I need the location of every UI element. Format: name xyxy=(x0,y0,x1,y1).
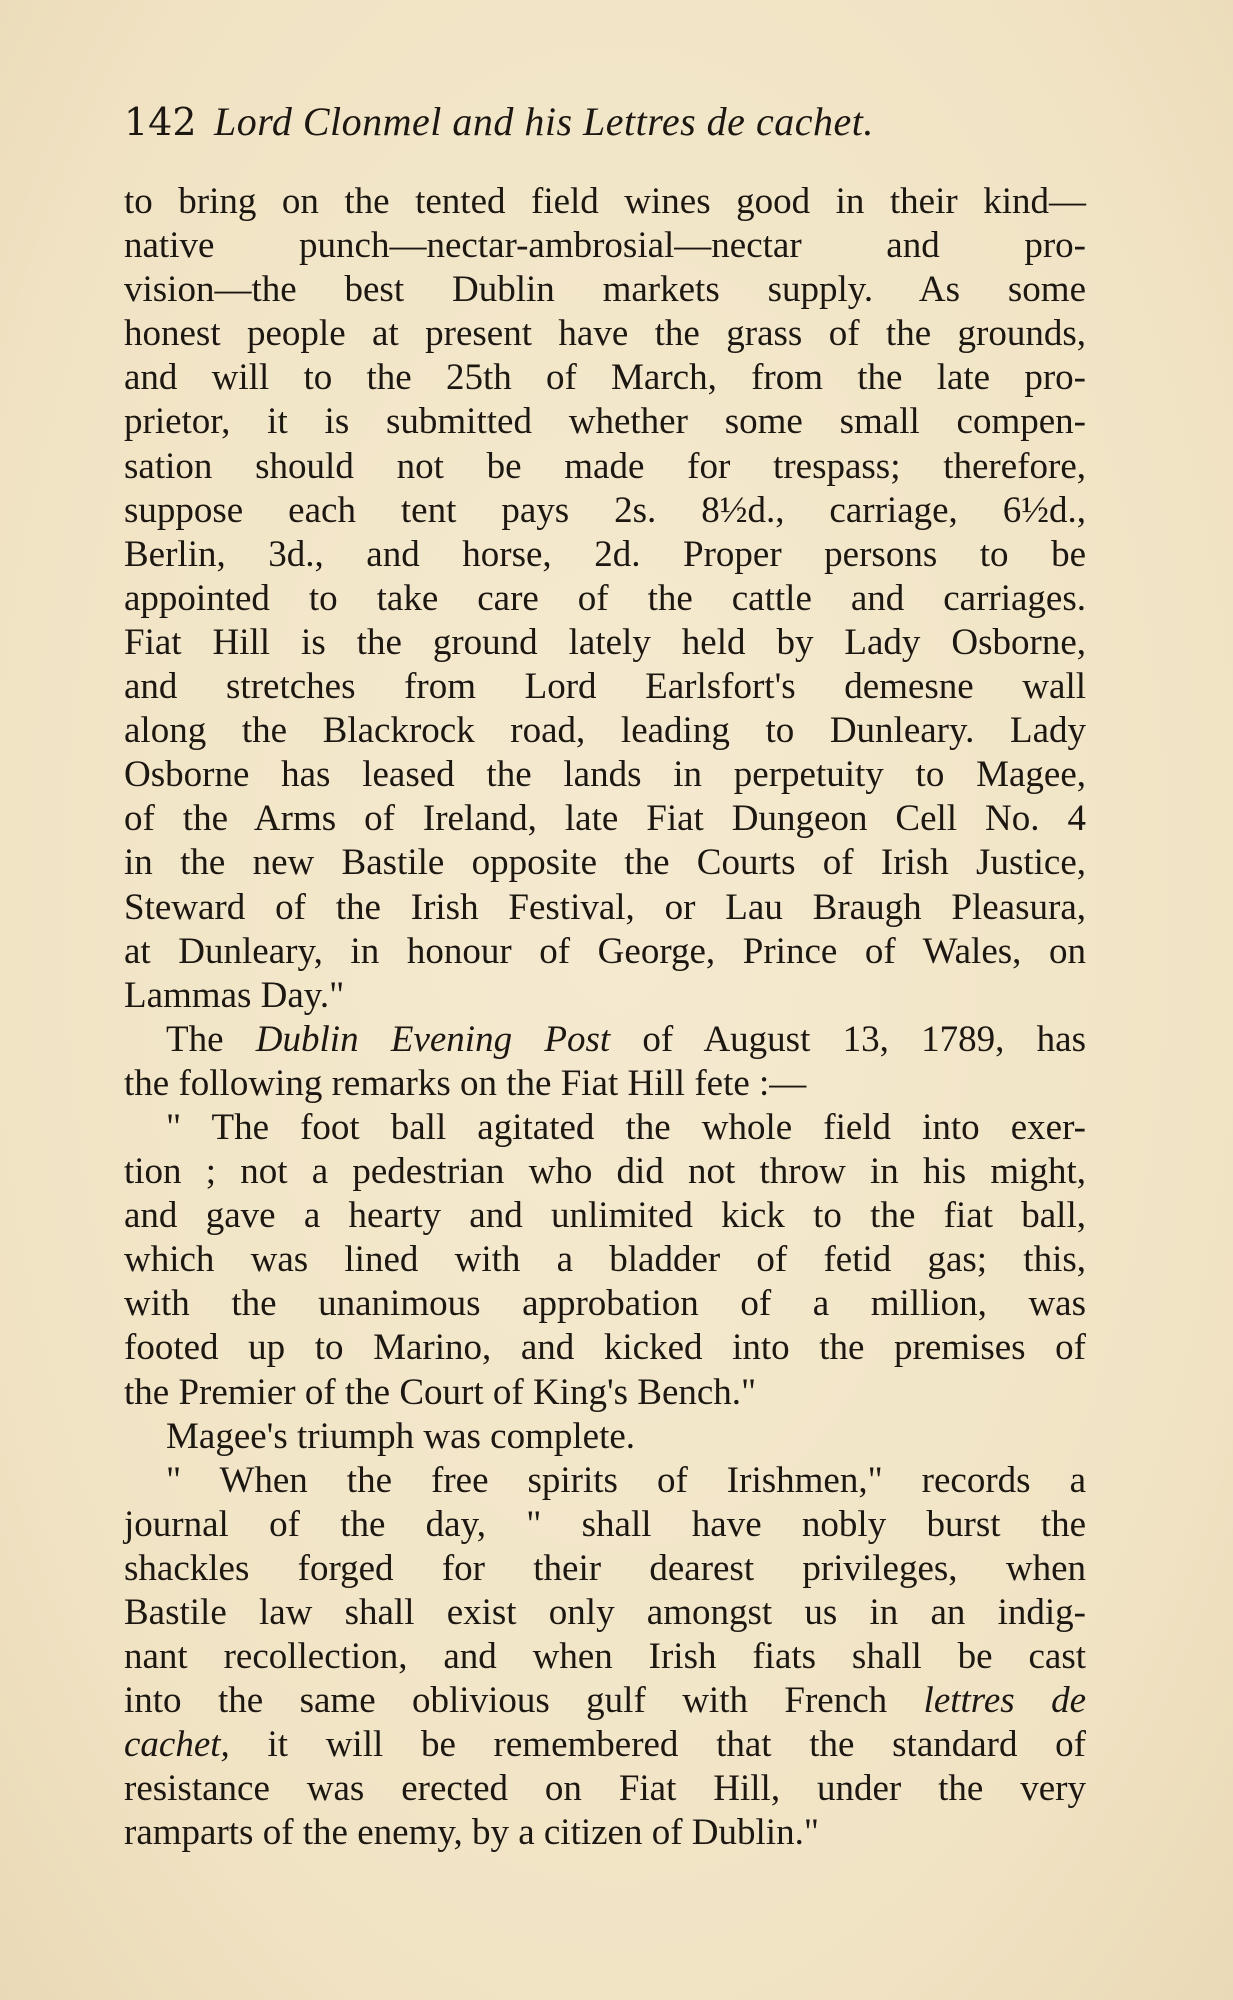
page-number: 142 xyxy=(124,100,197,144)
text-line: tion ; not a pedestrian who did not throw in his might, xyxy=(124,1151,1086,1193)
text-line: footed up to Marino, and kicked into the premises of xyxy=(124,1327,1086,1369)
text-line: to bring on the tented field wines good in their kind— xyxy=(124,181,1086,222)
text-line: and stretches from Lord Earlsfort's demesne wall xyxy=(124,666,1086,708)
text-line: Berlin, 3d., and horse, 2d. Proper persons to be xyxy=(124,533,1086,575)
running-head xyxy=(124,92,1124,152)
text-line xyxy=(124,1018,1086,1062)
text-line: in the new Bastile opposite the Courts of Irish Justice, xyxy=(124,842,1086,884)
body-text xyxy=(124,180,1086,1856)
text-line: " When the free spirits of Irishmen," records a xyxy=(166,1459,1086,1501)
text-line xyxy=(124,1723,1086,1767)
text-line: " The foot ball agitated the whole field into exer- xyxy=(166,1106,1086,1148)
text-line: appointed to take care of the cattle and carriages. xyxy=(124,577,1086,619)
text-line xyxy=(124,1679,1086,1723)
running-title: Lord Clonmel and his Lettres de cachet. xyxy=(214,99,874,144)
text-line: Lammas Day." xyxy=(124,974,345,1016)
line-segment: of August 13, 1789, has xyxy=(610,1018,1086,1060)
text-line: Bastile law shall exist only amongst us in an indig- xyxy=(124,1592,1086,1633)
text-line: vision—the best Dublin markets supply. As some xyxy=(124,269,1086,311)
line-segment: into the same oblivious gulf with French xyxy=(124,1680,924,1722)
text-line: Magee's triumph was complete. xyxy=(166,1415,636,1457)
text-line: nant recollection, and when Irish fiats shall be cast xyxy=(124,1636,1086,1678)
text-line: sation should not be made for trespass; therefore, xyxy=(124,445,1086,487)
text-line: Steward of the Irish Festival, or Lau Braugh Pleasura, xyxy=(124,886,1086,928)
text-line: and will to the 25th of March, from the late pro- xyxy=(124,357,1086,399)
text-line: along the Blackrock road, leading to Dunleary. Lady xyxy=(124,710,1086,752)
text-line: at Dunleary, in honour of George, Prince of Wales, on xyxy=(124,930,1086,972)
text-line: and gave a hearty and unlimited kick to the fiat ball, xyxy=(124,1195,1086,1237)
text-line: shackles forged for their dearest privileges, when xyxy=(124,1547,1086,1589)
text-line: suppose each tent pays 2s. 8½d., carriage, 6½d., xyxy=(124,489,1086,531)
italic-phrase: lettres de xyxy=(923,1680,1086,1722)
text-line: with the unanimous approbation of a million, was xyxy=(124,1283,1086,1325)
text-line: the Premier of the Court of King's Bench." xyxy=(124,1371,757,1413)
text-line: the following remarks on the Fiat Hill fete :— xyxy=(124,1062,807,1104)
text-line: of the Arms of Ireland, late Fiat Dungeon Cell No. 4 xyxy=(124,798,1086,840)
text-line: ramparts of the enemy, by a citizen of Dublin." xyxy=(124,1812,819,1854)
text-line: resistance was erected on Fiat Hill, under the very xyxy=(124,1768,1086,1810)
line-segment: it will be remembered that the standard of xyxy=(229,1724,1086,1766)
text-line: native punch—nectar-ambrosial—nectar and pro- xyxy=(124,225,1086,267)
text-line: Fiat Hill is the ground lately held by Lady Osborne, xyxy=(124,621,1086,663)
line-segment: The xyxy=(166,1018,256,1060)
italic-phrase: cachet, xyxy=(124,1724,230,1766)
text-line: Osborne has leased the lands in perpetuity to Magee, xyxy=(124,754,1086,796)
publication-title: Dublin Evening Post xyxy=(255,1018,611,1060)
text-line: prietor, it is submitted whether some small compen- xyxy=(124,401,1086,443)
text-line: which was lined with a bladder of fetid gas; this, xyxy=(124,1239,1086,1281)
text-line: journal of the day, " shall have nobly burst the xyxy=(124,1503,1086,1545)
text-line: honest people at present have the grass of the grounds, xyxy=(124,313,1086,355)
